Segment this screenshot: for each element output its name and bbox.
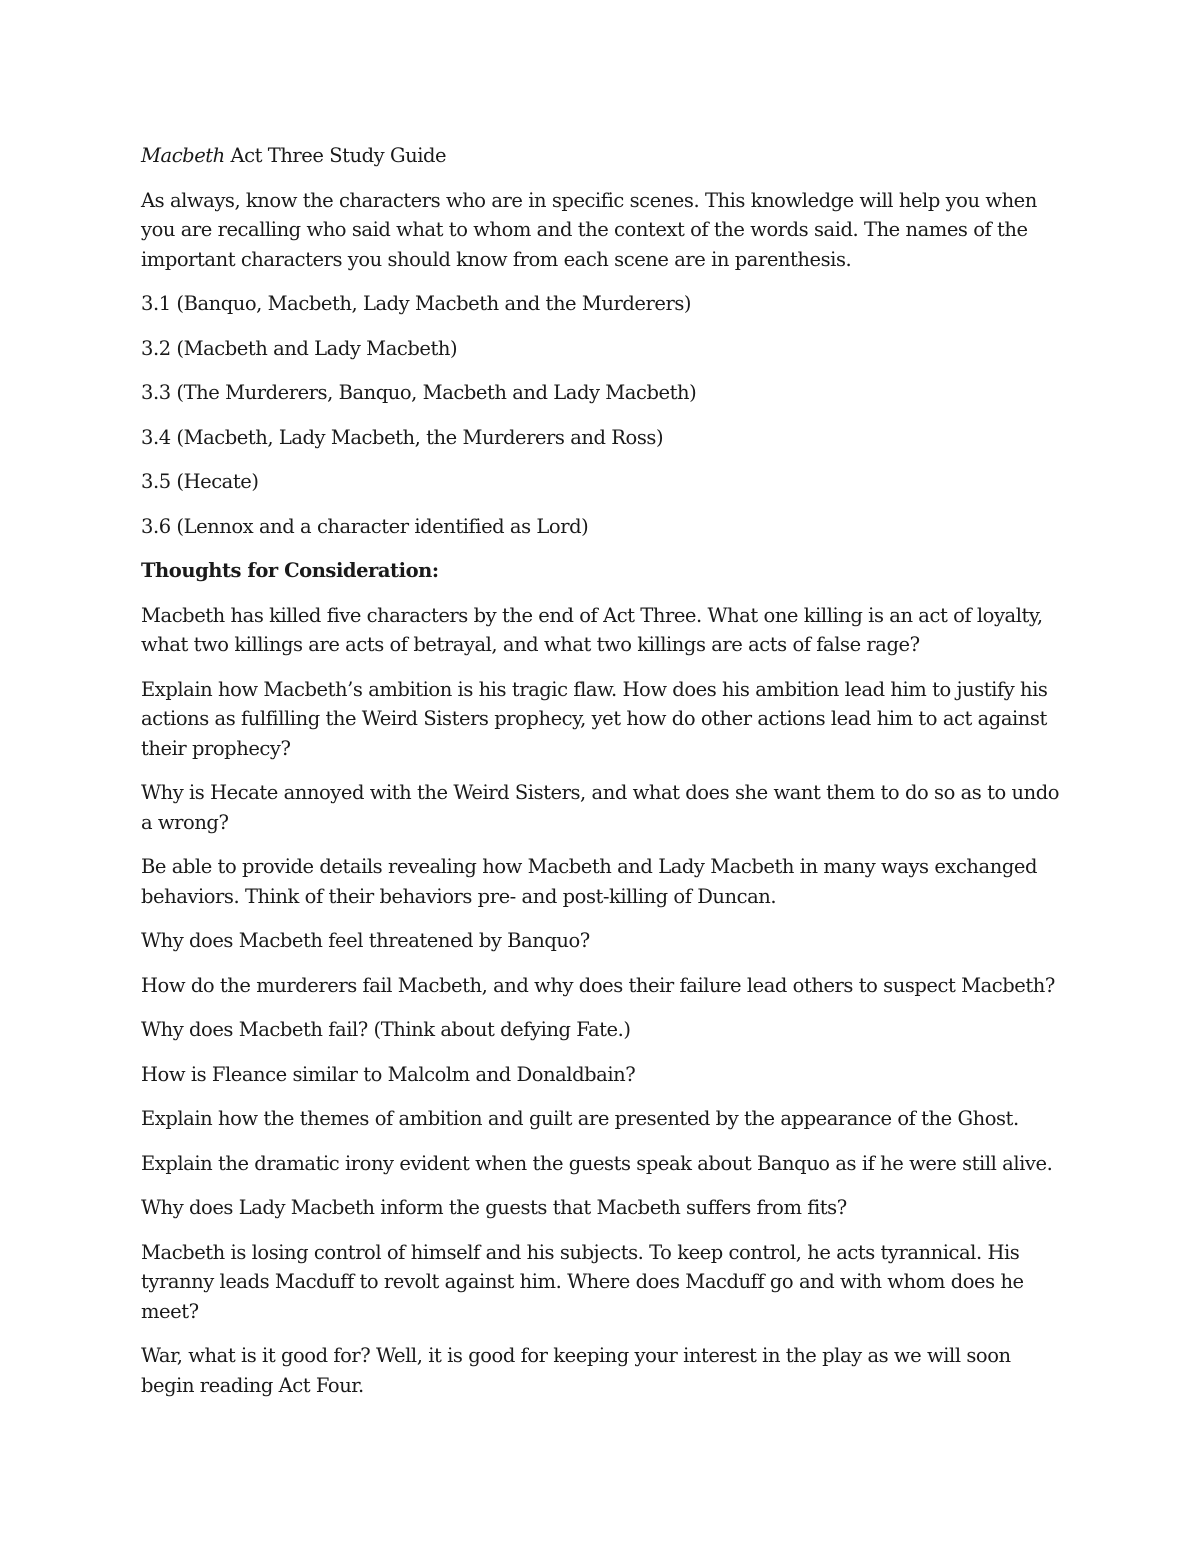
thought-paragraph: Macbeth has killed five characters by the end of Act Three. What one killing is an act of loyalty, what two killings are acts of betrayal, and what two killings are acts of false rage? bbox=[141, 603, 1043, 656]
thought-paragraph: War, what is it good for? Well, it is good for keeping your interest in the play as we will soon begin reading Act Four. bbox=[141, 1344, 1011, 1397]
thought-paragraph: Explain how the themes of ambition and guilt are presented by the appearance of the Ghost. bbox=[141, 1107, 1019, 1130]
thought-paragraph: Be able to provide details revealing how Macbeth and Lady Macbeth in many ways exchanged behaviors. Think of their behaviors pre- and post-killing of Duncan. bbox=[141, 855, 1037, 908]
thought-paragraph: How do the murderers fail Macbeth, and why does their failure lead others to suspect Macbeth? bbox=[141, 973, 1055, 997]
title-italic-play-name: Macbeth bbox=[141, 144, 225, 167]
scene-item: 3.2 (Macbeth and Lady Macbeth) bbox=[141, 336, 458, 360]
thought-paragraph: Why does Macbeth feel threatened by Banquo? bbox=[141, 929, 590, 952]
scene-item: 3.6 (Lennox and a character identified as Lord) bbox=[141, 514, 589, 538]
document-title bbox=[141, 141, 1066, 171]
thought-paragraph: Why does Lady Macbeth inform the guests that Macbeth suffers from fits? bbox=[141, 1196, 847, 1219]
scene-item: 3.1 (Banquo, Macbeth, Lady Macbeth and the Murderers) bbox=[141, 292, 692, 315]
thought-paragraph: Why is Hecate annoyed with the Weird Sisters, and what does she want them to do so as to undo a wrong? bbox=[141, 781, 1060, 834]
thought-paragraph: Explain the dramatic irony evident when the guests speak about Banquo as if he were still alive. bbox=[141, 1151, 1053, 1175]
thought-paragraph: Macbeth is losing control of himself and his subjects. To keep control, he acts tyrannical. His tyranny leads Macduff to revolt against him. Where does Macduff go and with whom does he meet? bbox=[141, 1240, 1024, 1323]
thought-paragraph: Why does Macbeth fail? (Think about defying Fate.) bbox=[141, 1018, 631, 1041]
scene-item: 3.3 (The Murderers, Banquo, Macbeth and Lady Macbeth) bbox=[141, 381, 697, 404]
thought-paragraph: Explain how Macbeth’s ambition is his tragic flaw. How does his ambition lead him to justify his actions as fulfilling the Weird Sisters prophecy, yet how do other actions lead him to act against their prophecy? bbox=[141, 677, 1048, 760]
scene-item: 3.4 (Macbeth, Lady Macbeth, the Murderers and Ross) bbox=[141, 425, 664, 449]
document-page bbox=[141, 141, 1066, 1415]
intro-paragraph: As always, know the characters who are in specific scenes. This knowledge will help you when you are recalling who said what to whom and the context of the words said. The names of the important characters you should know from each scene are in parenthesis. bbox=[141, 188, 1037, 271]
scene-item: 3.5 (Hecate) bbox=[141, 470, 259, 493]
thought-paragraph: How is Fleance similar to Malcolm and Donaldbain? bbox=[141, 1062, 636, 1086]
thoughts-heading: Thoughts for Consideration: bbox=[141, 559, 439, 582]
title-rest: Act Three Study Guide bbox=[224, 144, 447, 167]
